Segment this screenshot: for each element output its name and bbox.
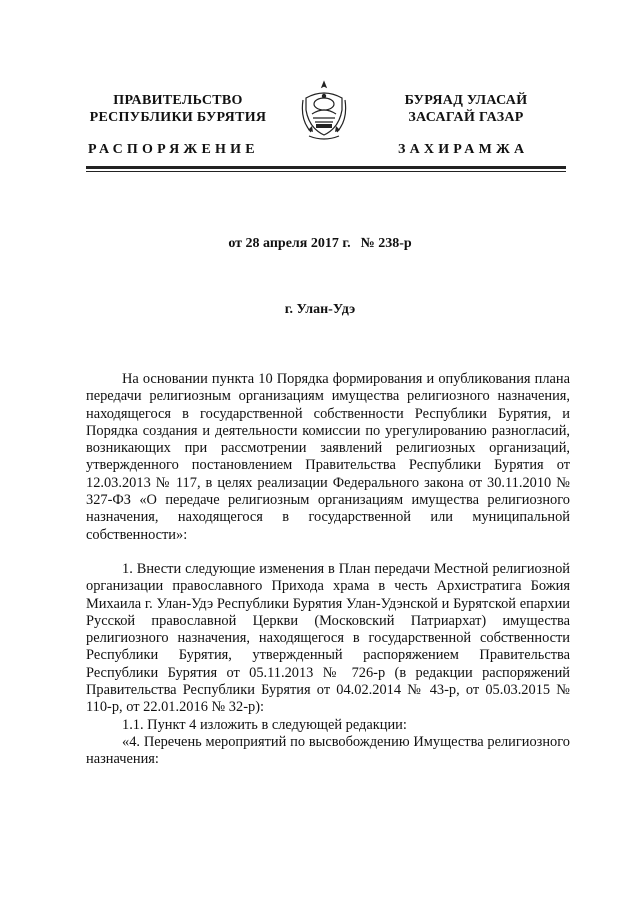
header-divider-thick [86,166,566,169]
order-number: № 238-р [360,236,412,251]
item-1-paragraph: 1. Внести следующие изменения в План передачи Местной религиозной организации православного Прихода храма в честь Архистратига Божия Михаила г. Улан-Удэ Республики Бурятия Улан-Удэнской и Бурятской епархии Русской православной Церкви (Московский Патриархат) имущества религиозного назначения, находящегося в государственной собственности Республики Бурятия, утвержденный распоряжением Правительства Республики Бурятия от 05.11.2013 № 726-р (в редакции распоряжений Правительства Республики Бурятия от 04.02.2014 № 43-р, от 05.03.2015 № 110-р, от 22.01.2016 № 32-р): [86,560,570,716]
item-4-paragraph: «4. Перечень мероприятий по высвобождению Имущества религиозного назначения: [86,733,570,768]
government-name-buryat-line1: БУРЯАД УЛАСАЙ [404,93,528,108]
coat-of-arms-icon [299,80,349,142]
government-name-line1: ПРАВИТЕЛЬСТВО [113,93,243,108]
item-1-1-paragraph: 1.1. Пункт 4 изложить в следующей редакции: [122,716,407,733]
preamble-paragraph: На основании пункта 10 Порядка формирования и опубликования плана передачи религиозным организациям имущества религиозного назначения, находящегося в государственной собственности Республики Бурятия, и Порядка создания и деятельности комиссии по урегулированию разногласий, возникающих при рассмотрении заявлений религиозных организаций, утвержденного постановлением Правительства Республики Бурятия от 12.03.2013 № 117, в целях реализации Федерального закона от 30.11.2010 № 327-ФЗ «О передаче религиозным организациям имущества религиозного назначения, находящегося в государственной или муниципальной собственности»: [86,371,570,543]
order-date-line [0,236,640,252]
order-date: от 28 апреля 2017 г. [228,236,351,251]
document-type-buryat: ЗАХИРАМЖА [398,142,529,157]
government-name-russian [78,92,278,126]
header-divider-thin [86,171,566,172]
document-type-russian: РАСПОРЯЖЕНИЕ [88,142,259,157]
government-name-line2: РЕСПУБЛИКИ БУРЯТИЯ [89,110,267,125]
government-name-buryat [366,92,566,126]
document-body [86,371,570,769]
government-name-buryat-line2: ЗАСАГАЙ ГАЗАР [408,110,524,125]
city-name: г. Улан-Удэ [284,302,356,317]
